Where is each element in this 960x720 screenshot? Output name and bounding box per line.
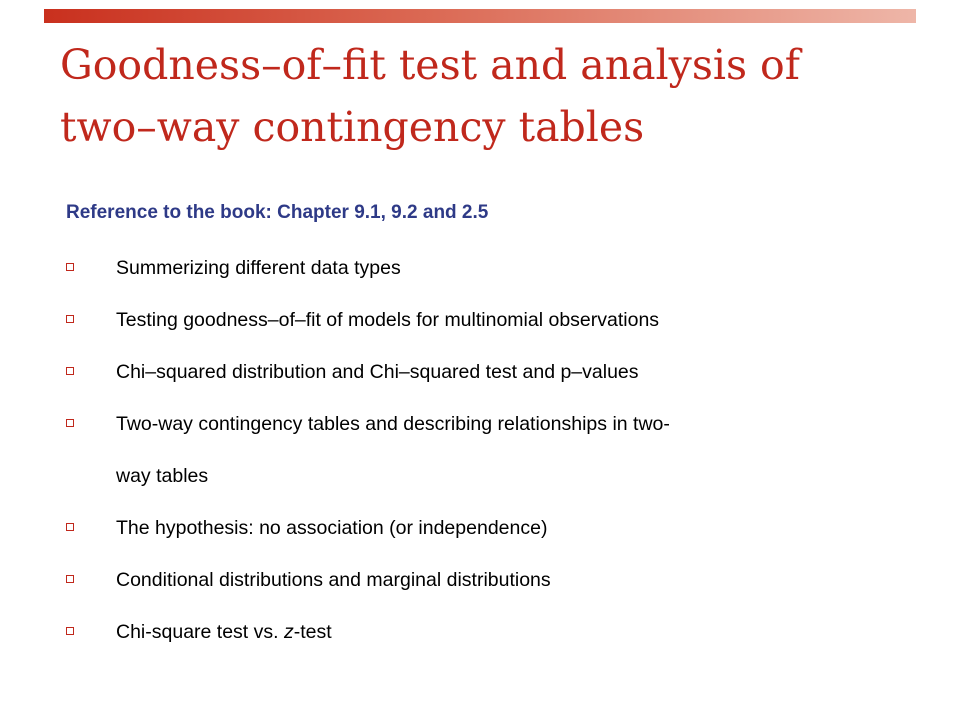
decorative-top-bar (44, 9, 916, 23)
list-item (66, 346, 886, 398)
hollow-square-icon (66, 523, 74, 531)
bullet-text: Testing goodness–of–fit of models for multinomial observations (116, 309, 660, 331)
list-item (66, 294, 886, 346)
hollow-square-icon (66, 575, 74, 583)
bullet-list (66, 242, 886, 658)
hollow-square-icon (66, 419, 74, 427)
bullet-text-post: -test (293, 621, 332, 643)
title-line-2: two–way contingency tables (60, 103, 645, 151)
hollow-square-icon (66, 627, 74, 635)
bullet-text (116, 398, 886, 502)
bullet-text-line-1: Two-way contingency tables and describing relationships in two- (116, 413, 670, 435)
hollow-square-icon (66, 315, 74, 323)
hollow-square-icon (66, 367, 74, 375)
bullet-text-line-2: way tables (116, 465, 209, 487)
bullet-text-pre: Chi-square test vs. (116, 621, 284, 643)
list-item (66, 554, 886, 606)
hollow-square-icon (66, 263, 74, 271)
bullet-text: Conditional distributions and marginal distributions (116, 569, 551, 591)
bullet-text: Chi–squared distribution and Chi–squared test and p–values (116, 361, 639, 383)
list-item (66, 242, 886, 294)
bullet-text-italic: z (283, 621, 294, 643)
bullet-text (116, 606, 886, 658)
title-line-1: Goodness–of–fit test and analysis of (60, 41, 800, 89)
list-item (66, 502, 886, 554)
bullet-text: Summerizing different data types (116, 257, 401, 279)
list-item (66, 398, 886, 502)
slide-title (60, 34, 920, 158)
book-reference: Reference to the book: Chapter 9.1, 9.2 and 2.5 (66, 202, 489, 223)
list-item (66, 606, 886, 658)
bullet-text: The hypothesis: no association (or independence) (116, 517, 548, 539)
